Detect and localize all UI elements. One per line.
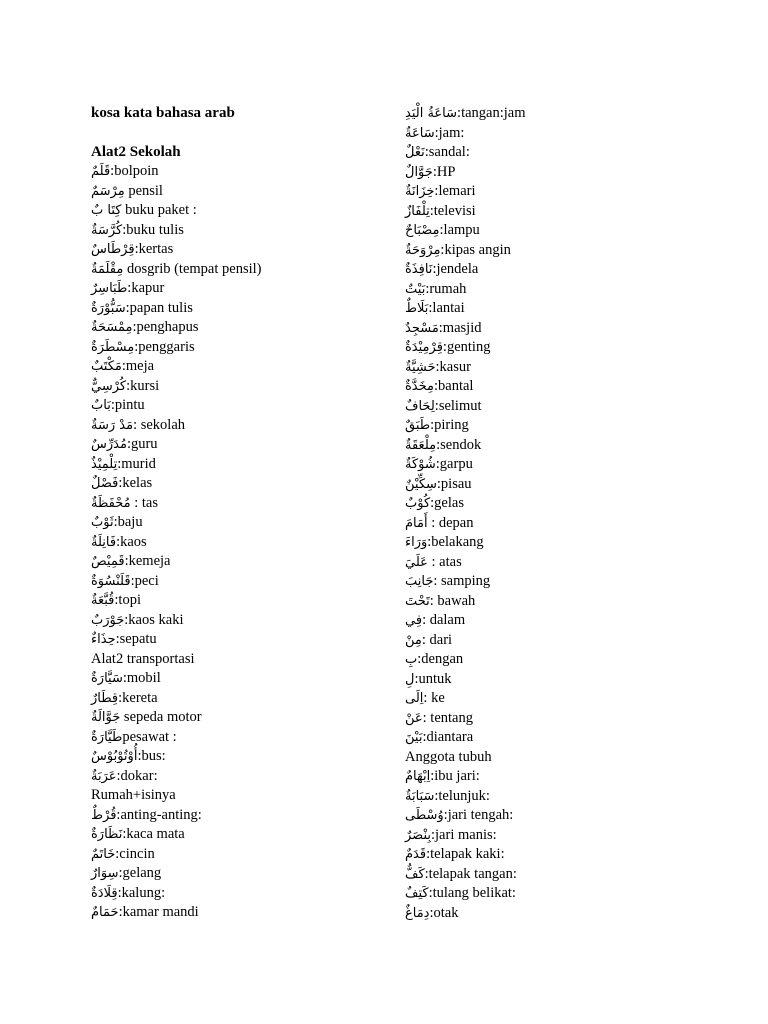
indonesian-meaning: :meja <box>121 358 155 374</box>
indonesian-meaning: :dokar: <box>116 767 158 784</box>
arabic-word: دِمَاغٌ <box>405 905 430 921</box>
indonesian-meaning: : tas <box>130 494 158 511</box>
arabic-word: مِنْ <box>405 632 422 648</box>
vocab-entry <box>405 221 735 241</box>
vocab-entry <box>405 533 735 553</box>
arabic-word: جَانِبَ <box>405 574 434 589</box>
vocab-entry <box>91 416 421 436</box>
arabic-word: نَظَارَةٌ <box>91 827 123 842</box>
document-title: kosa kata bahasa arab <box>91 105 235 121</box>
indonesian-meaning: : depan <box>427 514 474 531</box>
indonesian-meaning: :peci <box>130 572 159 589</box>
indonesian-meaning: : samping <box>433 573 491 589</box>
arabic-word: مِقْلَمَةٌ <box>91 261 124 277</box>
vocab-entry <box>405 416 735 436</box>
arabic-word: مِمْسَحَةٌ <box>91 320 133 335</box>
indonesian-meaning: :telapak tangan: <box>424 865 517 882</box>
indonesian-meaning: :murid <box>117 455 156 472</box>
indonesian-meaning: dosgrib (tempat pensil) <box>123 260 262 277</box>
vocab-entry <box>405 904 735 924</box>
vocab-entry <box>91 279 421 299</box>
vocab-entry <box>91 377 421 397</box>
vocab-entry <box>405 611 735 631</box>
indonesian-meaning: :jari tengah: <box>443 807 514 823</box>
arabic-word: بَيْنَ <box>405 730 423 745</box>
arabic-word: كِتَا بٌ <box>91 203 122 218</box>
arabic-word: بِنْصَرٌ <box>405 827 431 843</box>
arabic-word: سَبَابَةٌ <box>405 788 435 804</box>
indonesian-meaning: :lampu <box>439 222 480 238</box>
arabic-word: مِسْطَرَةٌ <box>91 339 135 355</box>
arabic-word: مَسْجِدٌ <box>405 320 439 336</box>
arabic-word: خِزَانَةٌ <box>405 184 435 199</box>
vocab-entry <box>405 124 735 144</box>
arabic-word: فَانِلَةٌ <box>91 534 117 550</box>
indonesian-meaning: :tulang belikat: <box>428 885 516 901</box>
arabic-word: حِذَاءٌ <box>91 632 116 647</box>
vocab-entry <box>91 572 421 592</box>
arabic-word: عَرَبَةٌ <box>91 768 117 784</box>
arabic-word: قِطَارٌ <box>91 690 119 706</box>
indonesian-meaning: :genting <box>442 339 491 355</box>
indonesian-meaning: : ke <box>423 690 445 706</box>
arabic-word: خَاتَمٌ <box>91 846 116 862</box>
vocab-entry <box>405 728 735 748</box>
arabic-word: كُرْسِيٌّ <box>91 378 127 394</box>
indonesian-meaning: :bus: <box>137 748 166 764</box>
vocab-entry <box>405 319 735 339</box>
vocab-entry <box>405 260 735 280</box>
arabic-word: فِي <box>405 613 423 628</box>
arabic-word: شُوْكَةٌ <box>405 457 436 472</box>
indonesian-meaning: :kamar mandi <box>118 904 199 920</box>
vocab-entry <box>405 709 735 729</box>
vocab-entry <box>405 553 735 573</box>
vocab-entry <box>405 455 735 475</box>
arabic-word: اِبْهَامٌ <box>405 769 431 784</box>
vocab-entry <box>91 689 424 709</box>
arabic-word: جَوَّالٌ <box>405 164 433 180</box>
indonesian-meaning: :selimut <box>434 397 482 414</box>
vocab-entry <box>91 513 421 533</box>
vocab-entry <box>91 240 421 260</box>
vocab-entry <box>405 104 735 124</box>
indonesian-meaning: :bolpoin <box>110 163 159 179</box>
indonesian-meaning: : sekolah <box>133 416 186 433</box>
vocab-entry <box>91 884 421 904</box>
indonesian-meaning: :guru <box>126 436 158 452</box>
vocab-entry <box>405 377 735 397</box>
arabic-word: حَمَامٌ <box>91 905 119 920</box>
indonesian-meaning: :lemari <box>434 183 476 199</box>
vocab-entry <box>405 494 735 514</box>
vocab-entry <box>405 670 735 690</box>
vocab-entry <box>91 357 421 377</box>
indonesian-meaning: :tangan:jam <box>457 105 526 121</box>
arabic-word: مُدَرِّسٌ <box>91 437 127 452</box>
indonesian-meaning: :kasur <box>435 358 471 375</box>
arabic-word: قَمِيْصٌ <box>91 554 125 569</box>
vocab-entry <box>405 592 735 612</box>
section-label: Anggota tubuh <box>405 748 492 765</box>
vocab-entry <box>91 299 421 319</box>
vocab-entry <box>405 689 735 709</box>
arabic-word: مَدْ رَسَةٌ <box>91 417 134 433</box>
vocab-entry <box>91 728 421 748</box>
indonesian-meaning: : atas <box>427 553 462 570</box>
arabic-word: مِصْبَاحٌ <box>405 223 440 238</box>
vocab-entry <box>91 591 421 611</box>
arabic-word: عَنْ <box>405 710 423 726</box>
right-vocab-list <box>405 104 735 923</box>
vocab-entry <box>405 436 735 456</box>
indonesian-meaning: pensil <box>124 182 163 199</box>
arabic-word: قُبَّعَةٌ <box>91 593 115 608</box>
vocab-entry <box>405 182 735 202</box>
vocab-entry <box>405 806 735 826</box>
section-label: Alat2 transportasi <box>91 650 195 667</box>
arabic-word: سِوَارٌ <box>91 866 119 881</box>
arabic-word: مِخَدَّةٌ <box>405 379 434 394</box>
arabic-word: سِكِّيْنٌ <box>405 476 437 492</box>
vocab-entry <box>405 397 735 417</box>
arabic-word: أَمَامَ <box>405 515 428 531</box>
arabic-word: جَوَّالَةٌ <box>91 710 121 725</box>
indonesian-meaning: :buku tulis <box>122 221 184 238</box>
indonesian-meaning: :dengan <box>417 651 464 667</box>
vocab-entry <box>91 260 421 280</box>
indonesian-meaning: :kereta <box>118 689 158 706</box>
vocab-entry <box>405 358 735 378</box>
vocab-entry <box>91 611 421 631</box>
vocab-entry <box>91 806 421 826</box>
indonesian-meaning: :kursi <box>126 377 160 394</box>
vocab-entry <box>91 474 421 494</box>
indonesian-meaning: :penggaris <box>134 338 195 355</box>
indonesian-meaning: :telapak kaki: <box>426 846 505 862</box>
vocab-entry <box>91 552 421 572</box>
arabic-word: بَيْتٌ <box>405 281 426 297</box>
arabic-word: تِلْفَازٌ <box>405 203 430 219</box>
arabic-word: أُوْتُوْبُوْسٌ <box>91 749 138 764</box>
vocab-entry <box>405 202 735 222</box>
vocab-entry <box>405 767 735 787</box>
vocab-entry <box>405 787 735 807</box>
vocab-entry <box>91 494 421 514</box>
indonesian-meaning: buku paket : <box>121 202 197 218</box>
indonesian-meaning: : bawah <box>429 592 476 609</box>
arabic-word: مَكْتَبٌ <box>91 359 122 374</box>
arabic-word: سَيَّارَةٌ <box>91 671 123 686</box>
vocab-entry <box>91 221 421 241</box>
vocab-entry <box>91 767 421 787</box>
arabic-word: سَاعَةٌ <box>405 125 435 141</box>
indonesian-meaning: :mobil <box>122 670 161 686</box>
vocab-entry <box>91 903 421 923</box>
arabic-word: بَابٌ <box>91 398 111 413</box>
arabic-word: مِرْسَمٌ <box>91 183 125 199</box>
section-label: Rumah+isinya <box>91 787 176 803</box>
vocab-entry <box>91 747 421 767</box>
indonesian-meaning: : dalam <box>422 612 466 628</box>
vocab-entry <box>405 241 735 261</box>
arabic-word: اِلَى <box>405 691 424 706</box>
indonesian-meaning: :kelas <box>118 475 153 491</box>
arabic-word: لِ <box>405 671 415 687</box>
indonesian-meaning: :pintu <box>110 397 145 413</box>
arabic-word: قِرْطَاسٌ <box>91 242 135 257</box>
vocab-entry <box>405 338 735 358</box>
indonesian-meaning: pesawat : <box>122 728 177 745</box>
vocab-entry <box>91 630 421 650</box>
indonesian-meaning: :jendela <box>432 261 479 277</box>
arabic-word: طَيَّارَةٌ <box>91 729 123 745</box>
indonesian-meaning: :gelang <box>118 865 162 881</box>
vocab-entry <box>91 318 421 338</box>
vocab-entry <box>91 825 421 845</box>
indonesian-meaning: :anting-anting: <box>116 806 202 823</box>
right-column <box>405 104 735 923</box>
vocab-entry <box>91 533 421 553</box>
indonesian-meaning: :kalung: <box>117 884 166 901</box>
arabic-word: سَبُّوْرَةٌ <box>91 300 126 316</box>
vocab-entry <box>91 162 421 182</box>
indonesian-meaning: :lantai <box>428 300 465 316</box>
indonesian-meaning: :masjid <box>438 319 482 336</box>
arabic-word: بِ <box>405 652 418 667</box>
indonesian-meaning: :kemeja <box>124 553 171 569</box>
indonesian-meaning: :HP <box>432 163 456 180</box>
vocab-entry <box>91 435 421 455</box>
arabic-word: ثَوْبٌ <box>91 515 114 530</box>
indonesian-meaning: :baju <box>113 514 143 530</box>
indonesian-meaning: :papan tulis <box>125 299 193 316</box>
indonesian-meaning: :sepatu <box>115 631 157 647</box>
indonesian-meaning: :bantal <box>434 378 474 394</box>
arabic-word: نَافِذَةٌ <box>405 262 433 277</box>
arabic-word: فَصْلٌ <box>91 476 119 491</box>
indonesian-meaning: :cincin <box>115 845 155 862</box>
indonesian-meaning: :gelas <box>430 495 464 511</box>
indonesian-meaning: :sendok <box>436 436 482 453</box>
vocab-entry <box>405 163 735 183</box>
indonesian-meaning: :kertas <box>134 241 174 257</box>
indonesian-meaning: :kaos <box>116 533 147 550</box>
vocab-entry <box>91 338 421 358</box>
arabic-word: نَعْلٌ <box>405 145 425 160</box>
indonesian-meaning: :topi <box>114 592 141 608</box>
vocab-entry <box>405 631 735 651</box>
vocab-entry <box>405 572 735 592</box>
arabic-word: عَلَيَ <box>405 554 428 570</box>
section-heading: Alat2 Sekolah <box>91 143 181 160</box>
vocab-entry <box>91 201 421 221</box>
vocab-entry <box>405 826 735 846</box>
arabic-word: وُسْطَى <box>405 808 444 823</box>
vocab-entry <box>91 864 421 884</box>
vocab-entry <box>91 396 421 416</box>
vocab-entry <box>405 475 735 495</box>
arabic-word: مِلْعَقَةٌ <box>405 437 437 453</box>
indonesian-meaning: :piring <box>430 417 469 433</box>
indonesian-meaning: :kaca mata <box>122 826 185 842</box>
indonesian-meaning: :untuk <box>414 670 452 687</box>
arabic-word: كُرَّسَةٌ <box>91 222 123 238</box>
arabic-word: جَوْرَبٌ <box>91 612 125 628</box>
indonesian-meaning: :belakang <box>427 534 484 550</box>
vocab-entry <box>405 865 735 885</box>
arabic-word: قَلَنْسُوَةٌ <box>91 573 131 589</box>
indonesian-meaning: :otak <box>429 904 459 921</box>
arabic-word: قَلَمٌ <box>91 164 111 179</box>
indonesian-meaning: :ibu jari: <box>430 768 480 784</box>
arabic-word: حَشِيَّةٌ <box>405 359 436 375</box>
indonesian-meaning: :sandal: <box>424 144 470 160</box>
indonesian-meaning: :penghapus <box>132 319 199 335</box>
arabic-word: مُحْفَظَةٌ <box>91 495 131 511</box>
vocab-entry <box>91 845 421 865</box>
indonesian-meaning: :kipas angin <box>440 241 511 258</box>
vocab-entry <box>405 884 735 904</box>
vocab-entry <box>405 299 735 319</box>
arabic-word: كَفٌّ <box>405 866 425 882</box>
vocab-entry <box>405 845 735 865</box>
indonesian-meaning: :televisi <box>429 202 476 219</box>
vocab-entry <box>91 455 421 475</box>
arabic-word: طَبَاسِرٌ <box>91 281 128 296</box>
arabic-word: لِحَافٌ <box>405 398 435 414</box>
indonesian-meaning: :pisau <box>436 475 472 492</box>
arabic-word: طَبَقٌ <box>405 418 431 433</box>
indonesian-meaning: :telunjuk: <box>434 787 490 804</box>
vocab-entry <box>405 280 735 300</box>
indonesian-meaning: :garpu <box>435 456 473 472</box>
arabic-word: كَتِفٌ <box>405 886 429 901</box>
title-spacer <box>91 124 421 143</box>
vocab-entry <box>405 514 735 534</box>
arabic-word: قِرْمِيْدَةٌ <box>405 340 443 355</box>
indonesian-meaning: :kaos kaki <box>124 611 184 628</box>
vocab-entry <box>91 182 421 202</box>
vocab-entry <box>91 669 421 689</box>
arabic-word: تَحْتَ <box>405 593 430 609</box>
indonesian-meaning: : tentang <box>422 709 473 726</box>
arabic-word: وَرَاءَ <box>405 535 428 550</box>
vocab-entry <box>405 650 735 670</box>
arabic-word: كُوْبٌ <box>405 496 431 511</box>
indonesian-meaning: :rumah <box>425 280 467 297</box>
arabic-word: مِرْوَحَةٌ <box>405 242 441 258</box>
indonesian-meaning: sepeda motor <box>120 709 202 725</box>
arabic-word: قِلَادَةٌ <box>91 885 118 901</box>
vocab-entry <box>91 708 421 728</box>
vocab-entry <box>405 143 735 163</box>
arabic-word: قُرْطٌ <box>91 807 117 823</box>
indonesian-meaning: : dari <box>421 631 453 648</box>
arabic-word: قَدَمٌ <box>405 847 427 862</box>
arabic-word: تِلْمِيْذٌ <box>91 456 118 472</box>
indonesian-meaning: :jari manis: <box>431 826 497 843</box>
arabic-word: سَاعَةُ الْيَدِ <box>405 106 458 121</box>
indonesian-meaning: :jam: <box>434 124 465 141</box>
arabic-word: بَلَاطٌ <box>405 301 429 316</box>
indonesian-meaning: :diantara <box>422 729 474 745</box>
indonesian-meaning: :kapur <box>127 280 165 296</box>
